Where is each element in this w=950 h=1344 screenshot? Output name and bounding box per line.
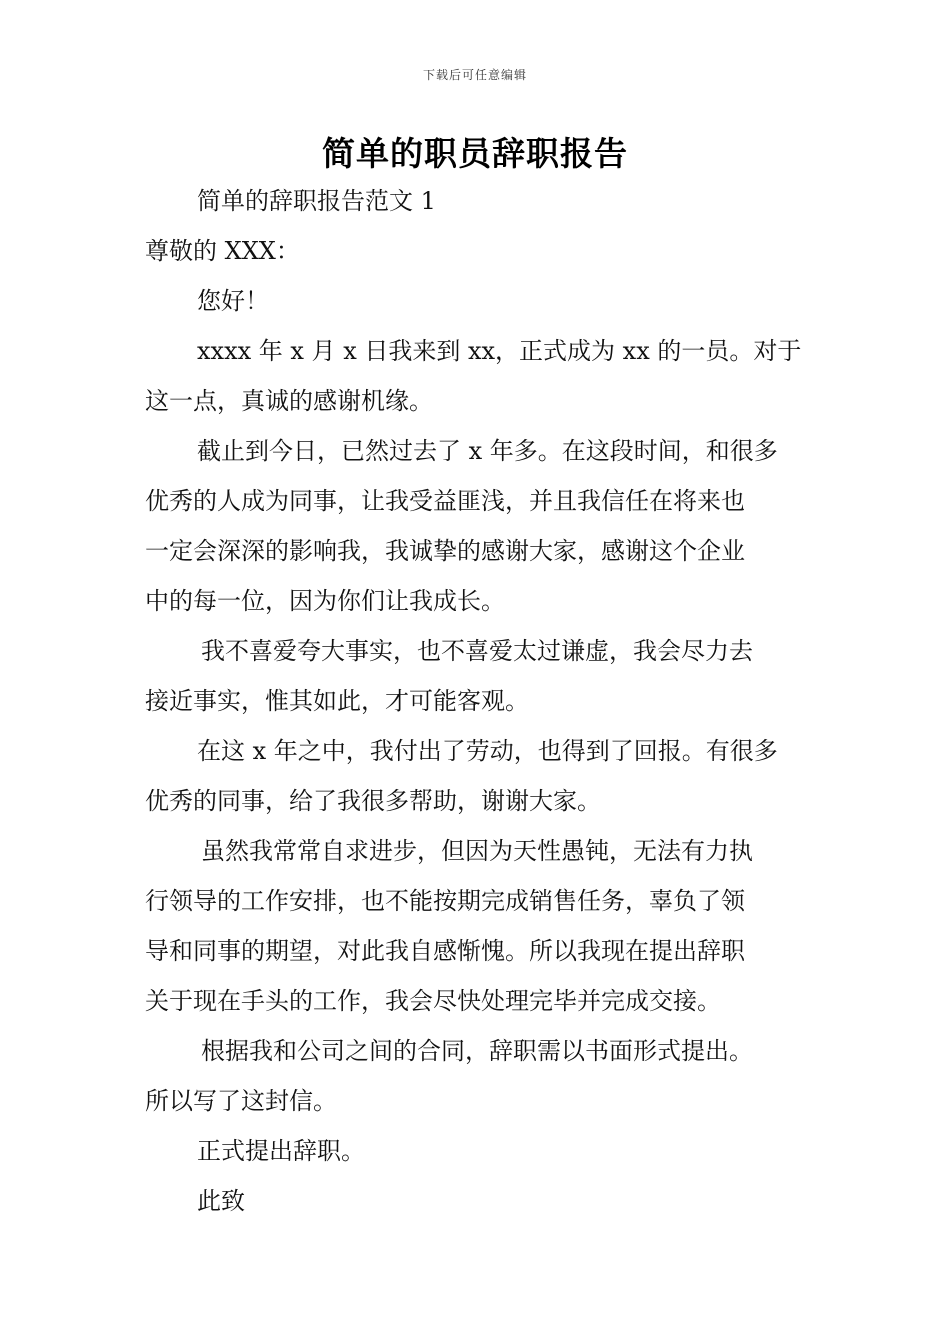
body-line: 此致 bbox=[197, 1187, 245, 1215]
body-line: 一定会深深的影响我，我诚挚的感谢大家，感谢这个企业 bbox=[145, 537, 745, 565]
header-note: 下载后可任意编辑 bbox=[422, 68, 527, 82]
body-line: 我不喜爱夸大事实，也不喜爱太过谦虚，我会尽力去 bbox=[201, 637, 753, 665]
body-line: 优秀的人成为同事，让我受益匪浅，并且我信任在将来也 bbox=[145, 487, 745, 515]
body-line: 根据我和公司之间的合同，辞职需以书面形式提出。 bbox=[201, 1037, 753, 1065]
body-line: 尊敬的 XXX： bbox=[145, 237, 300, 265]
document-title: 简单的职员辞职报告 bbox=[322, 134, 628, 173]
body-line: xxxx 年 x 月 x 日我来到 xx，正式成为 xx 的一员。对于 bbox=[197, 337, 802, 365]
document-body bbox=[145, 176, 810, 1226]
body-line: 截止到今日，已然过去了 x 年多。在这段时间，和很多 bbox=[197, 437, 778, 465]
body-line: 这一点，真诚的感谢机缘。 bbox=[145, 387, 433, 415]
body-line: 所以写了这封信。 bbox=[145, 1087, 337, 1115]
body-line: 您好！ bbox=[197, 287, 269, 315]
body-line: 虽然我常常自求进步，但因为天性愚钝，无法有力执 bbox=[201, 837, 753, 865]
body-line: 在这 x 年之中，我付出了劳动，也得到了回报。有很多 bbox=[197, 737, 778, 765]
body-line: 中的每一位，因为你们让我成长。 bbox=[145, 587, 505, 615]
body-line: 简单的辞职报告范文 1 bbox=[197, 187, 436, 215]
body-line: 行领导的工作安排，也不能按期完成销售任务，辜负了领 bbox=[145, 887, 745, 915]
body-line: 接近事实，惟其如此，才可能客观。 bbox=[145, 687, 529, 715]
body-line: 导和同事的期望，对此我自感惭愧。所以我现在提出辞职 bbox=[145, 937, 745, 965]
body-line: 关于现在手头的工作，我会尽快处理完毕并完成交接。 bbox=[145, 987, 721, 1015]
body-line: 优秀的同事，给了我很多帮助，谢谢大家。 bbox=[145, 787, 601, 815]
body-line: 正式提出辞职。 bbox=[197, 1137, 365, 1165]
